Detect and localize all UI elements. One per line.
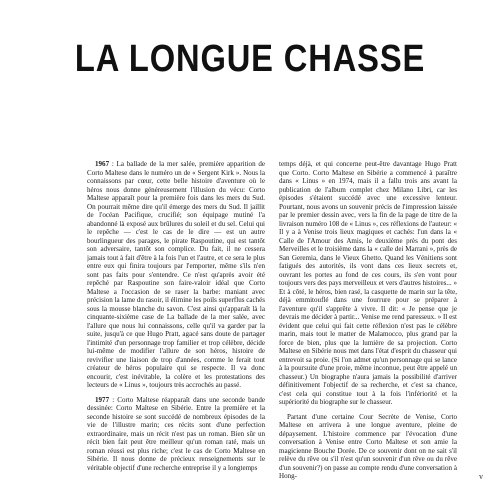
paragraph-continued: temps déjà, et qui concerne peut-être davantage Hugo Pratt que Corto. Corto Maltese en Sibérie a commencé à paraître dans « Linus » en 1974, mais il a fallu trois ans avant la publication de l'album complet chez Milano Libri, car les épisodes s'étaient succédé avec une excessive lenteur. Pourtant, nous avons un souvenir précis de l'impression laissée par le premier dessin avec, vers la fin de la page de titre de la livraison numéro 108 de « Linus », ces réflexions de l'auteur: « Il y a à Venise trois lieux magiques et cachés: l'un dans la « Calle de l'Amour des Amis, le deuxième près du pont des Merveilles et le troisième dans la « calle dei Marrani », près de San Geremia, dans le Vieux Ghetto. Quand les Vénitiens sont fatigués des autorités, ils vont dans ces lieux secrets et, ouvrant les portes au fond de ces cours, ils s'en vont pour toujours vers des pays merveilleux et vers d'autres histoires... » Et à côté, le héros, bien rasé, la casquette de marin sur la tête, déjà emmitouflé dans une fourrure pour se préparer à l'aventure qu'il s'apprête à vivre. Il dit: « Je pense que je devrais me décider à partir... Venise me rend paresseux. » Il est évident que celui qui fait cette réflexion n'est pas le célèbre marin, mais tout le matter de Malamocco, plus grand par la force de bien, plus que la lumière de sa projection. Corto Maltese en Sibérie nous met dans l'état d'esprit du chasseur qui entrevoit sa proie. (Si l'on admet qu'un personnage qui se lance à la poursuite d'une proie, même inconnue, peut être appelé un chasseur.) Un biographe n'aura jamais la possibilité d'arriver définitivement l'objectif de sa recherche, et c'est sa chance, c'est cela qui constitue tout à la fois l'infériorité et la supériorité du biographe sur le chasseur. [279, 160, 457, 406]
paragraph-venise: Partant d'une certaine Cour Secrète de Venise, Corto Maltese en arrivera à une longue aventure, pleine de dépaysement. L'histoire commence par l'évocation d'une conversation à Venise entre Corto Maltese et son amie la magicienne Bouche Dorée. De ce souvenir dont on ne sait s'il relève du rêve ou s'il n'est qu'un souvenir d'un rêve ou du rêve d'un souvenir?) on passe au compte rendu d'une conversation à Hong- [279, 412, 457, 480]
paragraph-1977 [87, 396, 265, 473]
paragraph-1977-text: : Corto Maltese réapparaît dans une seconde bande dessinée: Corto Maltese en Sibérie. Entre la première et la seconde histoire se sont succédé de nombreux épisodes de la vie de l'illustre marin; ces récits sont d'une perfection extraordinaire, mais un récit n'est pas un roman. Bien sûr un récit bien fait peut être meilleur qu'un roman raté, mais un roman réussi est plus riche; c'est le cas de Corto Maltese en Sibérie. Il nous donne de précieux renseignements sur le véritable objectif d'une recherche entreprise il y a longtemps [87, 395, 265, 472]
column-right [279, 160, 457, 492]
year-1967: 1967 [95, 160, 110, 168]
column-left [87, 160, 265, 492]
paragraph-1967 [87, 160, 265, 390]
paragraph-1967-text: : La ballade de la mer salée, première apparition de Corto Maltese dans le numéro un de « Sergent Kirk ». Nous la connaissons par cœur, cette belle histoire d'aventure où le héros nous donne généreusement l'illusion du vécu: Corto Maltese apparaît pour la première fois dans les mers du Sud. On pourrait même dire qu'il émerge des mers du Sud. Il jaillit de l'océan Pacifique, crucifié; son équipage mutiné l'a abandonné là exposé aux brûlures du soleil et du sel. Celui qui le repêche — c'est le cas de le dire — est un autre bourlingueur des parages, le pirate Raspoutine, qui est tantôt son adversaire, tantôt son complice. Du fait, il ne cessera jamais tout à fait d'être à la fois l'un et l'autre, et ce sera le plus entre eux qui finira toujours par l'emporter, même s'ils n'en sont pas faits pour s'entendre. Ce n'est qu'après avoir été repêché par Raspoutine son faire-valoir idéal que Corto Maltese a l'occasion de se raser la barbe: maniant avec précision la lame du rasoir, il élimine les poils superflus cachés sous la mousse blanche du savon. C'est ainsi qu'apparaît là la cinquante-sixième case de La ballade de la mer salée, avec l'allure que nous lui connaissons, celle qu'il va garder par la suite, jusqu'à ce que Hugo Pratt, agacé sans doute de partager l'intimité d'un personnage trop familier et trop célèbre, décide lui-même de modifier l'allure de son héros, histoire de revivifier une liaison de trop d'années, comme le ferait tout créateur de héros populaire qui se respecte. Il va donc encourir, c'est inévitable, la colère et les protestations des lecteurs de « Linus », toujours très accrochés au passé. [87, 160, 265, 389]
page-number: v [479, 472, 483, 481]
text-columns [87, 160, 457, 492]
year-1977: 1977 [95, 395, 110, 404]
page-title: LA LONGUE CHASSE [74, 38, 426, 80]
